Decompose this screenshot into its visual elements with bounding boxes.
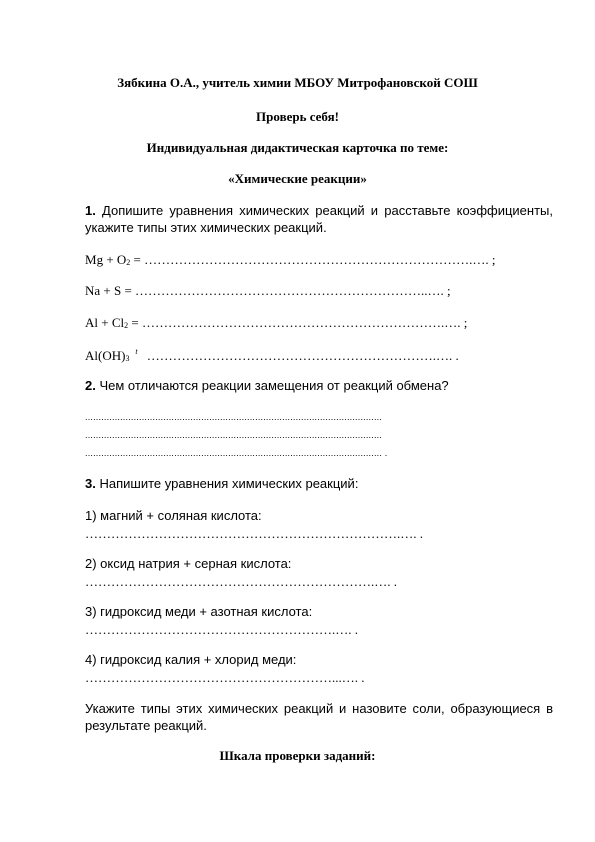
answer-line-2: .............................................................................................................. [85, 430, 383, 440]
reaction-dots-1: ……………………………………………………………….…. . [85, 526, 423, 541]
equation-al-oh3: Al(OH)3$^t$ ………………………………………………………….…. . [85, 347, 459, 363]
reaction-dots-4: …………………………………………………...…. . [85, 670, 365, 685]
card-title: Индивидуальная дидактическая карточка по теме: [146, 140, 449, 155]
answer-line-1: .............................................................................................................. [85, 412, 383, 422]
reaction-label-4: 4) гидроксид калия + хлорид меди: [85, 652, 297, 667]
reaction-label-3: 3) гидроксид меди + азотная кислота: [85, 604, 313, 619]
reaction-label-2: 2) оксид натрия + серная кислота: [85, 556, 292, 571]
answer-line-3: .............................................................................................................. . [85, 448, 388, 458]
author-line: Зябкина О.А., учитель химии МБОУ Митрофановской СОШ [117, 75, 478, 90]
grading-scale-title: Шкала проверки заданий: [219, 748, 376, 763]
reaction-label-1: 1) магний + соляная кислота: [85, 508, 262, 523]
task1-text: Допишите уравнения химических реакций и расставьте коэффициенты, укажите типы этих химических реакций. [85, 203, 553, 235]
equation-al-cl2: Al + Cl2 = …………………………………………………………….…. ; [85, 315, 468, 330]
heat-sign: t [135, 347, 138, 356]
topic-title: «Химические реакции» [228, 171, 367, 186]
conclusion-text: Укажите типы этих химических реакций и назовите соли, образующиеся в результате реакций. [85, 701, 553, 733]
task1-instruction [85, 202, 553, 236]
reaction-dots-2: ………………………………………………………….…. . [85, 574, 397, 589]
check-title: Проверь себя! [256, 109, 339, 124]
reaction-dots-3: ………………………………………………….…. . [85, 622, 358, 637]
equation-mg-o2: Mg + O2 = ………………………………………………………………….…. ; [85, 252, 496, 267]
task2-question: 2. Чем отличаются реакции замещения от реакций обмена? [85, 378, 449, 393]
task1-number: 1. [85, 203, 96, 218]
equation-na-s: Na + S = …………………………………………………………..…. ; [85, 283, 451, 298]
task3-instruction: 3. Напишите уравнения химических реакций: [85, 476, 359, 491]
